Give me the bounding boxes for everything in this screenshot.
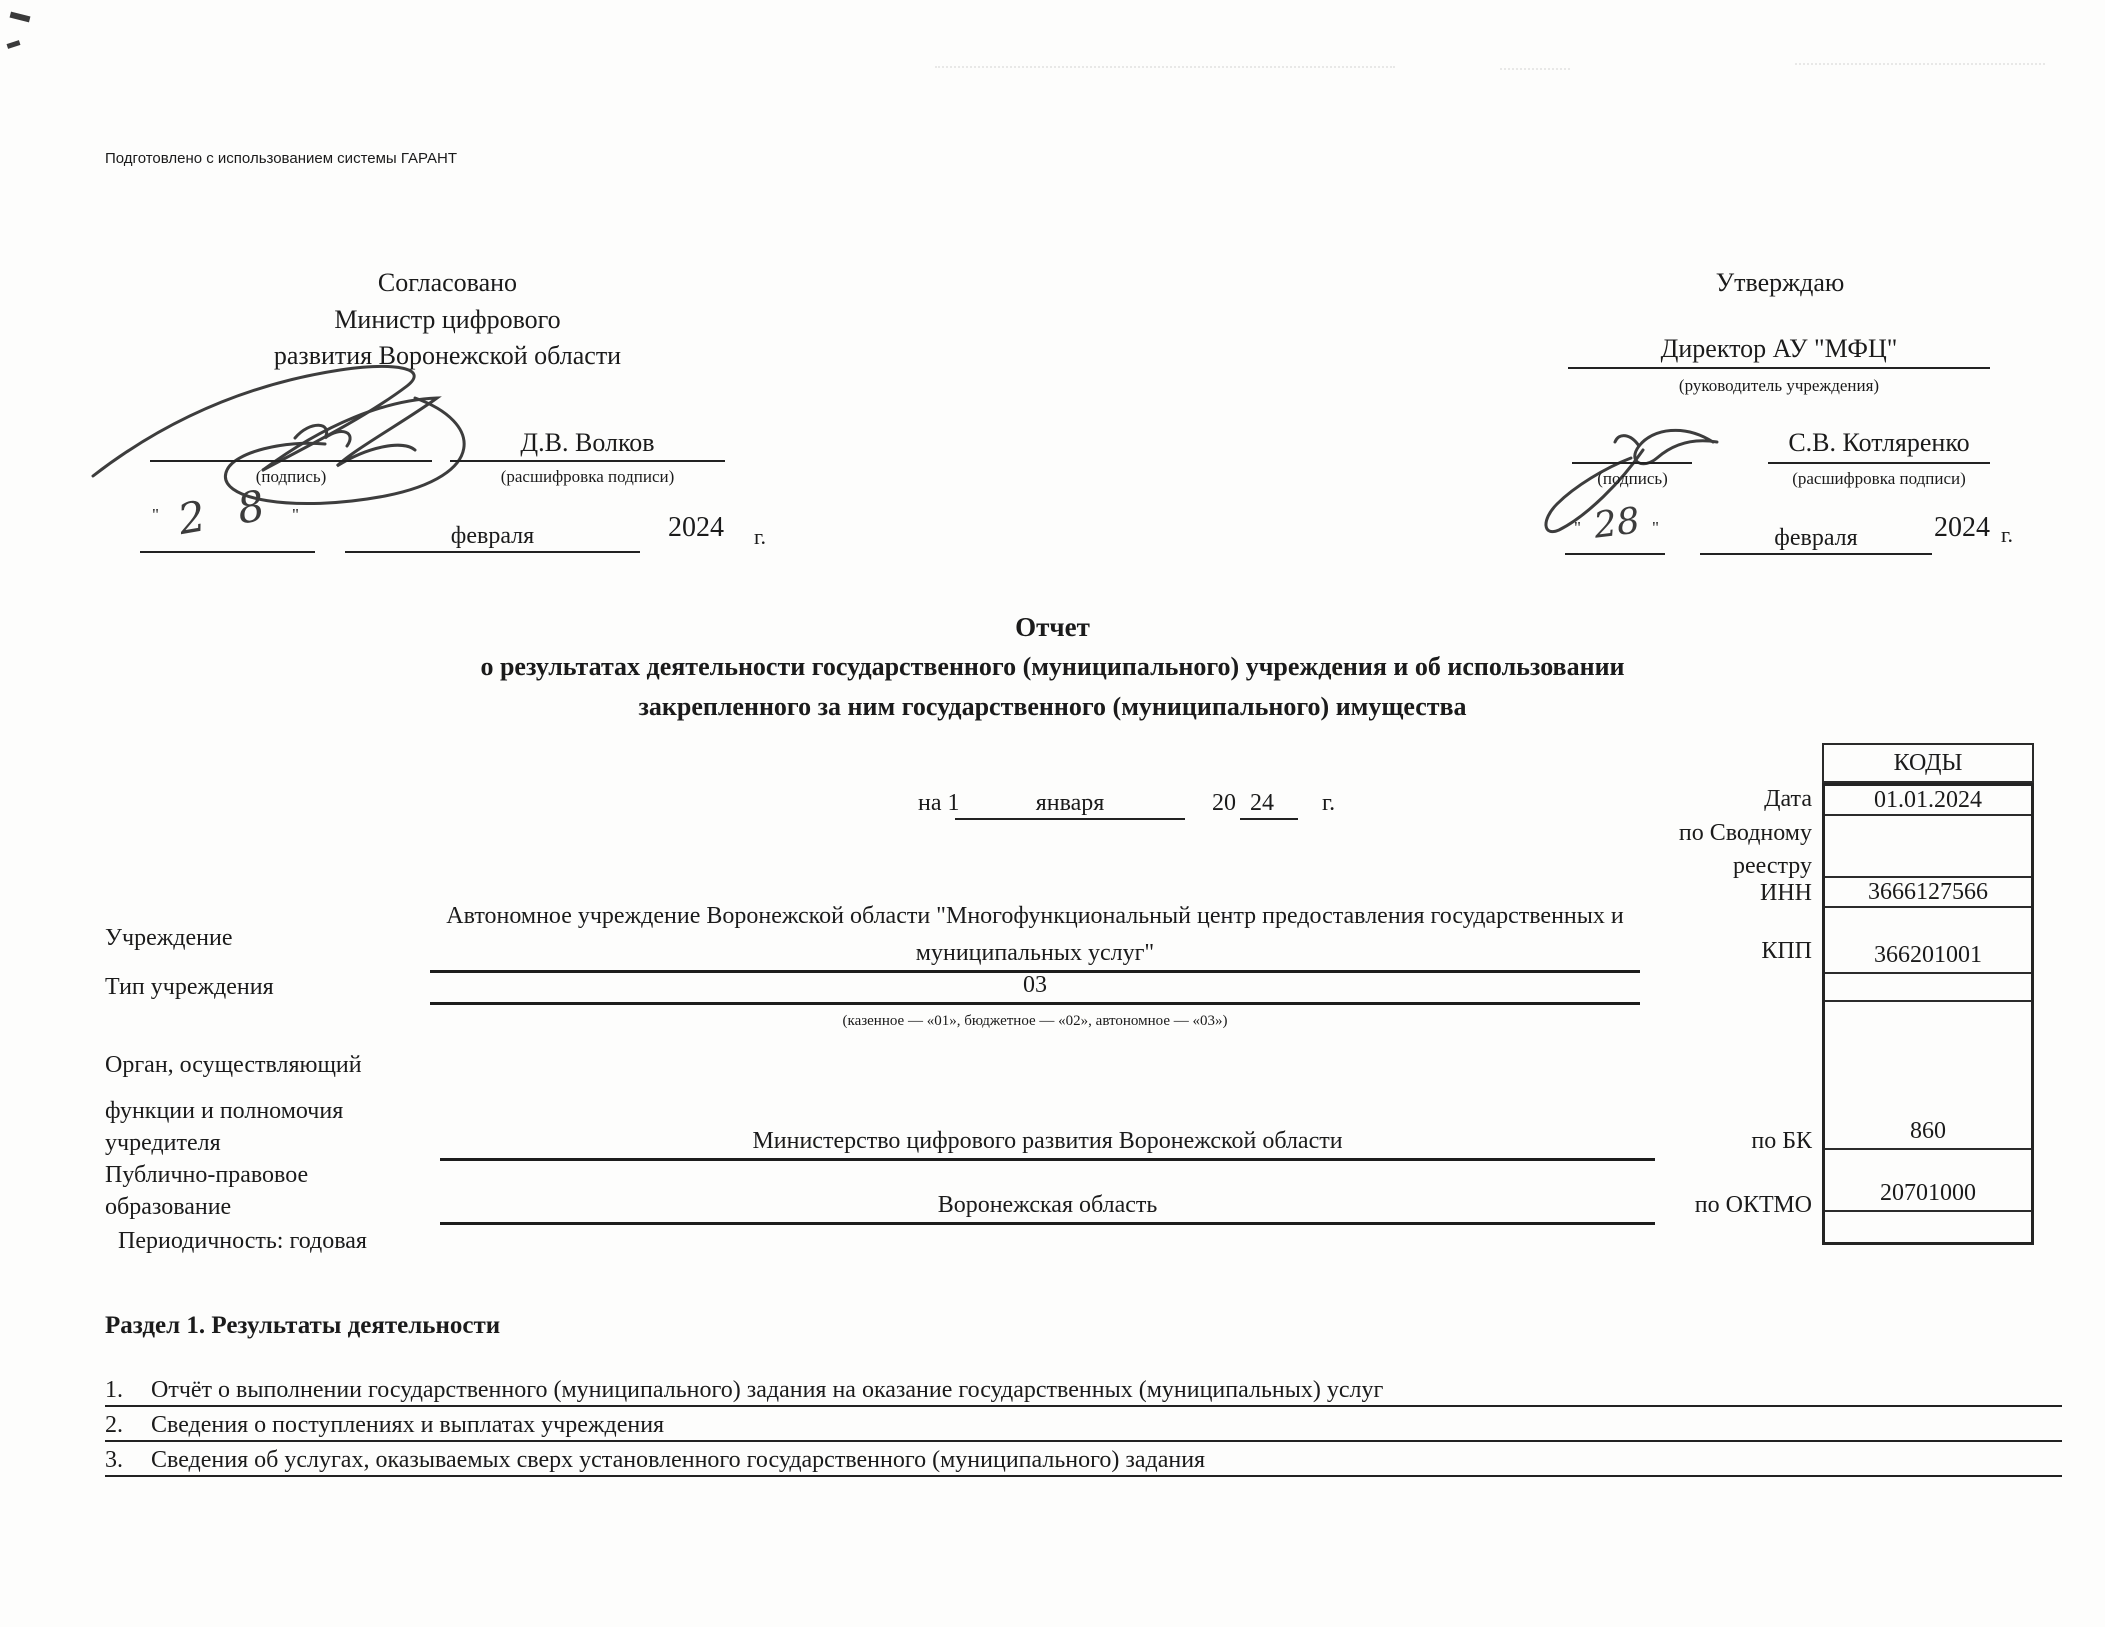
- codes-cell-inn: [1825, 878, 2031, 908]
- label-kpp: КПП: [1761, 938, 1812, 964]
- public-entity-value: Воронежская область: [937, 1192, 1158, 1218]
- agreed-position-line1: Министр цифрового: [334, 305, 561, 334]
- scan-artifact: [1795, 63, 2045, 65]
- agreed-title: Согласовано: [377, 268, 518, 297]
- asof-month-line: [955, 818, 1185, 820]
- label-registry-line2: реестру: [1732, 853, 1812, 879]
- item-number: 1.: [105, 1377, 123, 1403]
- codes-header-text: КОДЫ: [1893, 749, 1963, 776]
- item-text: Сведения об услугах, оказываемых сверх установленного государственного (муниципального) задания: [151, 1447, 1206, 1473]
- approved-name: С.В. Котляренко: [1788, 428, 1970, 457]
- signature-caption-left: (подпись): [255, 467, 327, 486]
- item-text: Отчёт о выполнении государственного (муниципального) задания на оказание государственных (муниципальных) услуг: [151, 1377, 1384, 1403]
- day-quote-open-left: ": [152, 505, 159, 524]
- codes-cell-blank1: [1825, 974, 2031, 1002]
- report-title-line3: закрепленного за ним государственного (муниципального) имущества: [638, 692, 1467, 721]
- codes-value-oktmo: 20701000: [1880, 1180, 1976, 1206]
- codes-value-bk: 860: [1910, 1118, 1946, 1144]
- periodicity: Периодичность: годовая: [118, 1228, 367, 1254]
- institution-type-note: (казенное — «01», бюджетное — «02», автономное — «03»): [842, 1013, 1228, 1029]
- label-inn: ИНН: [1760, 880, 1812, 906]
- report-title-line1: Отчет: [1015, 612, 1090, 642]
- day-quote-close-right: ": [1652, 518, 1659, 537]
- scan-mark: [7, 40, 21, 49]
- codes-cell-date: [1825, 786, 2031, 816]
- institution-value-line2: муниципальных услуг": [915, 940, 1155, 966]
- position-caption-right: (руководитель учреждения): [1678, 376, 1880, 395]
- agreed-position-line2: развития Воронежской области: [273, 341, 622, 370]
- position-line-right: [1568, 367, 1990, 369]
- item-underline-1: [105, 1405, 2062, 1407]
- year-left: 2024: [668, 512, 724, 543]
- name-line-right: [1768, 462, 1990, 464]
- label-date: Дата: [1764, 786, 1812, 812]
- codes-value-date: 01.01.2024: [1874, 786, 1982, 813]
- asof-month: января: [1035, 790, 1105, 816]
- prepared-note: Подготовлено с использованием системы ГАРАНТ: [105, 150, 457, 167]
- month-left: февраля: [450, 523, 535, 549]
- month-line-right: [1700, 553, 1932, 555]
- item-number: 3.: [105, 1447, 123, 1473]
- approved-title: Утверждаю: [1715, 268, 1845, 297]
- founder-label-line1: Орган, осуществляющий: [105, 1052, 362, 1078]
- signature-line-left: [150, 460, 432, 462]
- label-bk: по БК: [1751, 1128, 1812, 1154]
- day-quote-close-left: ": [292, 505, 299, 524]
- signature-line-right: [1572, 462, 1692, 464]
- item-underline-3: [105, 1475, 2062, 1477]
- day-line-left: [140, 551, 315, 553]
- signature-caption-right: (подпись): [1597, 469, 1668, 488]
- section1-item-2: [105, 1412, 2062, 1439]
- public-entity-label-line1: Публично-правовое: [105, 1162, 309, 1188]
- name-line-left: [450, 460, 725, 462]
- codes-value-kpp: 366201001: [1874, 942, 1982, 968]
- institution-value-line1: Автономное учреждение Воронежской области "Многофункциональный центр предоставления государственных и: [446, 903, 1624, 929]
- asof-prefix: на 1: [918, 790, 960, 816]
- codes-table: [1822, 783, 2034, 1245]
- founder-value: Министерство цифрового развития Воронежской области: [752, 1128, 1343, 1154]
- asof-year2: 24: [1250, 790, 1274, 816]
- report-title-line2: о результатах деятельности государственного (муниципального) учреждения и об использовании: [480, 652, 1625, 681]
- public-entity-label-line2: образование: [105, 1194, 232, 1220]
- founder-underline: [440, 1158, 1655, 1161]
- handwritten-day-right: 28: [1591, 500, 1643, 547]
- codes-cell-blank2: [1825, 1212, 2031, 1242]
- institution-type-value: 03: [1023, 972, 1047, 998]
- year-right: 2024: [1934, 512, 1990, 543]
- month-line-left: [345, 551, 640, 553]
- section1-item-1: [105, 1377, 2062, 1404]
- day-quote-open-right: ": [1574, 518, 1581, 537]
- institution-type-underline: [430, 1002, 1640, 1005]
- codes-cell-kpp: [1825, 908, 2031, 974]
- scan-mark: [10, 12, 31, 23]
- name-caption-left: (расшифровка подписи): [500, 467, 675, 486]
- day-line-right: [1565, 553, 1665, 555]
- codes-table-header: [1822, 743, 2034, 783]
- codes-cell-oktmo: [1825, 1150, 2031, 1212]
- handwritten-day-left: 2 8: [174, 478, 279, 545]
- public-entity-underline: [440, 1222, 1655, 1225]
- institution-type-label: Тип учреждения: [105, 974, 274, 1000]
- institution-label: Учреждение: [105, 925, 233, 951]
- asof-century: 20: [1212, 790, 1236, 816]
- scan-artifact: [1500, 68, 1570, 70]
- codes-cell-bk: [1825, 1002, 2031, 1150]
- codes-value-inn: 3666127566: [1868, 878, 1988, 905]
- label-registry-line1: по Сводному: [1678, 820, 1812, 846]
- asof-year-line: [1240, 818, 1298, 820]
- agreed-name: Д.В. Волков: [520, 428, 655, 457]
- item-number: 2.: [105, 1412, 123, 1438]
- section1-item-3: [105, 1447, 2062, 1474]
- section1-heading: Раздел 1. Результаты деятельности: [105, 1312, 501, 1339]
- label-oktmo: по ОКТМО: [1694, 1192, 1812, 1218]
- name-caption-right: (расшифровка подписи): [1792, 469, 1966, 488]
- founder-label-line2: функции и полномочия: [105, 1098, 344, 1124]
- item-text: Сведения о поступлениях и выплатах учреждения: [151, 1412, 665, 1438]
- month-right: февраля: [1774, 525, 1858, 551]
- approved-position: Директор АУ "МФЦ": [1660, 334, 1898, 363]
- scan-artifact: [935, 66, 1395, 68]
- item-underline-2: [105, 1440, 2062, 1442]
- asof-suffix: г.: [1322, 790, 1336, 816]
- founder-label-line3: учредителя: [105, 1130, 221, 1156]
- year-suffix-left: г.: [754, 524, 767, 549]
- codes-cell-registry: [1825, 816, 2031, 878]
- year-suffix-right: г.: [2001, 522, 2014, 547]
